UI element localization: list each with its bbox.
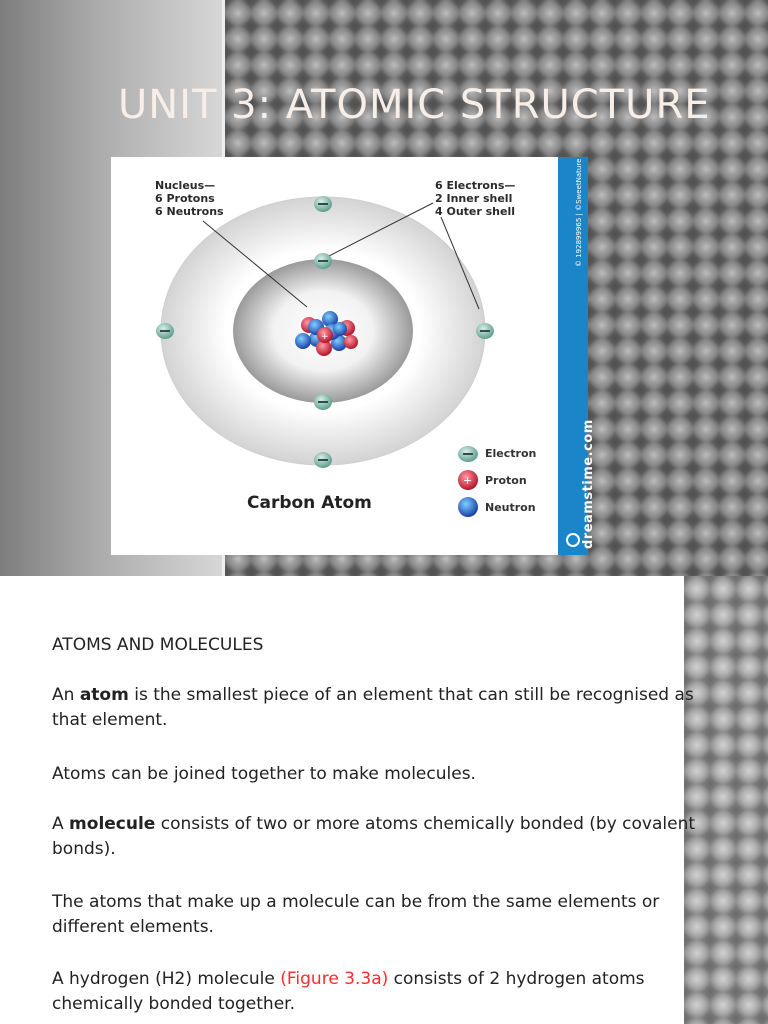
slide-title: UNIT 3: ATOMIC STRUCTURE	[118, 82, 711, 128]
legend-electron-icon	[458, 446, 478, 462]
electrons-label-line: 2 Inner shell	[435, 192, 513, 205]
nucleus-label	[155, 179, 224, 218]
legend-neutron-icon	[458, 497, 478, 517]
electron	[314, 452, 332, 468]
svg-text:+: +	[463, 474, 473, 487]
electron	[156, 323, 174, 339]
svg-text:+: +	[321, 332, 329, 342]
term-atom: atom	[79, 685, 129, 705]
text-run: consists of 2 hydrogen atoms chemically bonded together.	[52, 969, 645, 1014]
electrons-label-line: 6 Electrons—	[435, 179, 516, 192]
legend-proton-icon	[458, 470, 478, 490]
legend-electron-label: Electron	[485, 447, 537, 460]
paragraph-joined: Atoms can be joined together to make molecules.	[52, 764, 476, 784]
electrons-label-line: 4 Outer shell	[435, 205, 516, 218]
electron	[314, 394, 332, 410]
electrons-label	[435, 179, 515, 218]
carbon-atom-figure	[111, 157, 596, 555]
term-molecule: molecule	[69, 814, 156, 834]
electron	[476, 323, 494, 339]
paragraph-atom	[52, 683, 722, 733]
nucleus-label-line: 6 Protons	[155, 192, 215, 205]
paragraph-hydrogen	[52, 967, 722, 1017]
nucleus-label-line: 6 Neutrons	[155, 205, 224, 218]
text-run: is the smallest piece of an element that can still be recognised as that element.	[52, 685, 694, 730]
legend-neutron-label: Neutron	[485, 501, 536, 514]
text-run: consists of two or more atoms chemically bonded (by covalent bonds).	[52, 814, 696, 859]
brand-logo-icon	[566, 533, 580, 547]
legend-proton-label: Proton	[485, 474, 527, 487]
text-run: A	[52, 814, 70, 834]
electron	[314, 253, 332, 269]
figure-reference-link[interactable]: (Figure 3.3a)	[280, 969, 389, 989]
electron	[314, 196, 332, 212]
paragraph-elements: The atoms that make up a molecule can be from the same elements or different elements.	[52, 892, 660, 937]
figure-caption: Carbon Atom	[247, 493, 372, 513]
text-run: A hydrogen (H2) molecule	[52, 969, 281, 989]
text-run: An	[52, 685, 80, 705]
brand-text: dreamstime.com	[581, 419, 596, 549]
nucleus-label-line: Nucleus—	[155, 179, 216, 192]
text-slide	[0, 576, 768, 1024]
paragraph-molecule	[52, 812, 722, 862]
section-heading: ATOMS AND MOLECULES	[52, 635, 264, 655]
watermark-id: © 192899965 | ©SweetNature	[575, 158, 583, 267]
